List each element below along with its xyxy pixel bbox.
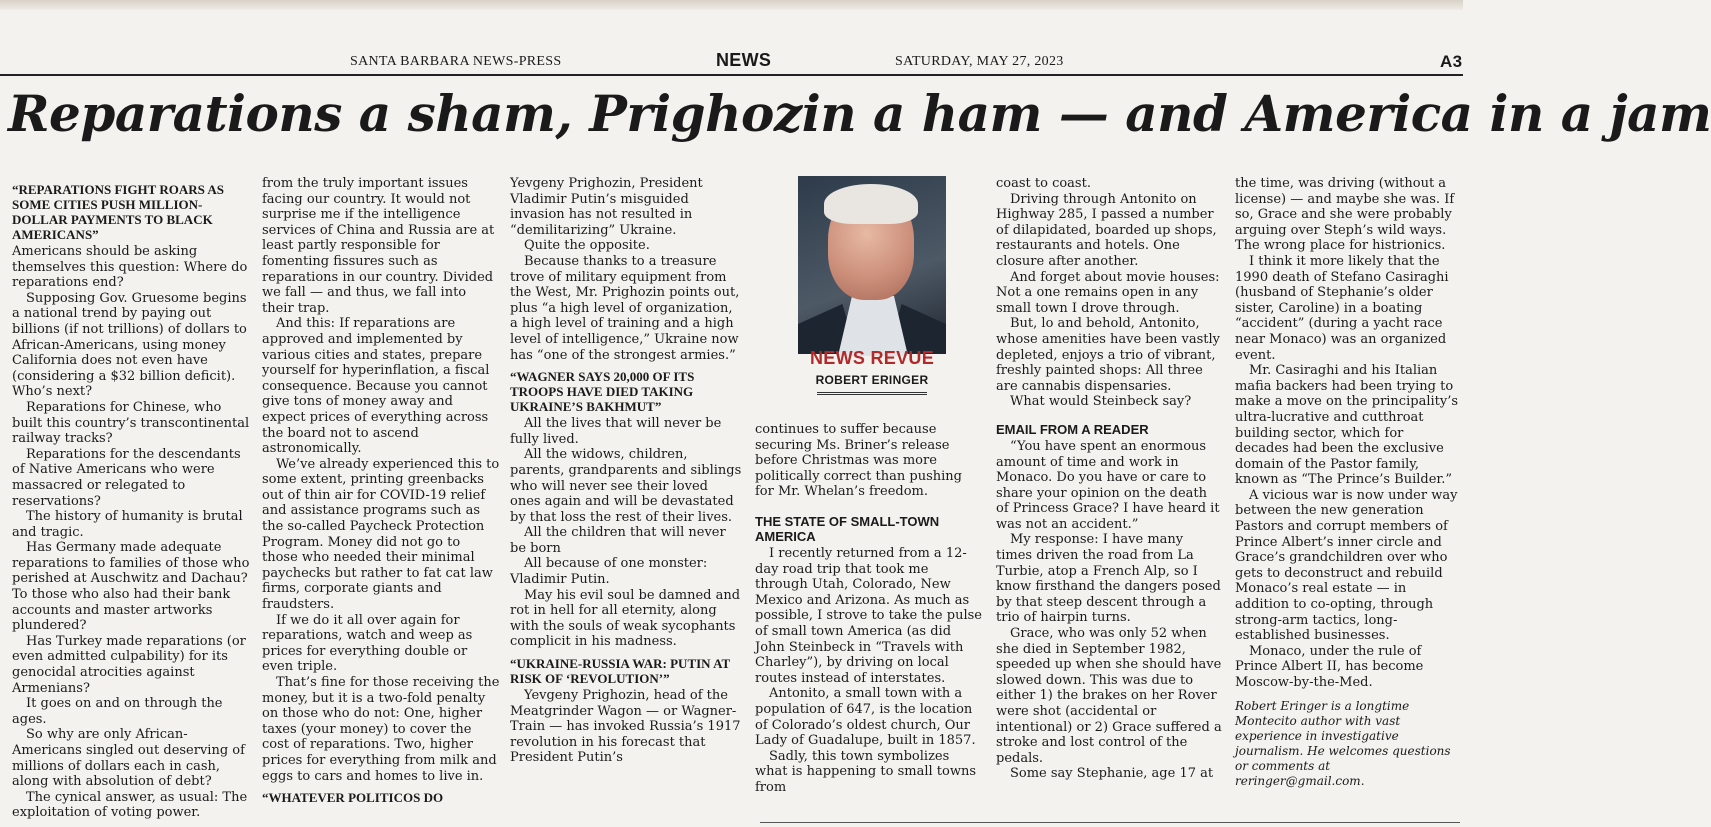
paragraph: And forget about movie houses: Not a one remains open in any small town I drove through. bbox=[996, 269, 1220, 316]
issue-date: SATURDAY, MAY 27, 2023 bbox=[895, 54, 1064, 69]
paragraph: My response: I have many times driven the road from La Turbie, atop a French Alp, so I know firsthand the dangers posed by that steep descent through a trio of hairpin turns. bbox=[996, 532, 1221, 626]
byline-rule bbox=[817, 392, 927, 395]
paragraph: Americans should be asking themselves this question: Where do reparations end? bbox=[12, 244, 248, 291]
column-6 bbox=[1235, 176, 1460, 827]
kicker-small-town: THE STATE OF SMALL-TOWN AMERICA bbox=[755, 513, 940, 544]
folio-rule bbox=[0, 74, 1463, 76]
paragraph: If we do it all over again for reparations, watch and weep as prices for everything double or even triple. bbox=[262, 612, 473, 675]
paragraph: Has Germany made adequate reparations to families of those who perished at Auschwitz and Dachau? To those who also had their bank accounts and master artworks plundered? bbox=[12, 540, 250, 634]
paragraph: Reparations for the descendants of Native Americans who were massacred or relegated to reservations? bbox=[12, 446, 241, 509]
kicker-ukraine-russia: “UKRAINE-RUSSIA WAR: PUTIN AT RISK OF ‘REVOLUTION’” bbox=[510, 656, 730, 687]
paragraph: Yevgeny Prighozin, head of the Meatgrinder Wagon — or Wagner-Train — has invoked Russia’s 1917 revolution in his forecast that President Putin’s bbox=[510, 688, 741, 766]
byline: ROBERT ERINGER bbox=[815, 373, 929, 387]
paragraph: Some say Stephanie, age 17 at bbox=[1010, 766, 1214, 782]
paragraph: But, lo and behold, Antonito, whose amenities have been vastly depleted, enjoys a trio of vibrant, freshly painted shops: All three are cannabis dispensaries. bbox=[996, 316, 1221, 394]
paragraph: I think it more likely that the 1990 death of Stefano Casiraghi (husband of Stephanie’s older sister, Caroline) in a boating “accident” (during a yacht race near Monaco) was an organized event. bbox=[1235, 253, 1449, 363]
page-number: A3 bbox=[1440, 52, 1463, 71]
photo-hair bbox=[824, 184, 918, 224]
column-4 bbox=[755, 422, 983, 827]
kicker-email: EMAIL FROM A READER bbox=[996, 421, 1149, 437]
paragraph: Mr. Casiraghi and his Italian mafia backers had been trying to make a move on the principality’s ultra-lucrative and cutthroat building sector, which for decades had been the exclusive domain of the Pastor family, known as “The Prince’s Builder.” bbox=[1235, 363, 1459, 488]
paragraph: That’s fine for those receiving the money, but it is a two-fold penalty on those who do not: One, higher taxes (your money) to cover the cost of reparations. Two, higher prices for everything from milk and eggs to cars and homes to live in. bbox=[262, 675, 500, 784]
column-3 bbox=[510, 176, 742, 827]
paragraph: coast to coast. bbox=[996, 176, 1091, 191]
paragraph: The history of humanity is brutal and tragic. bbox=[12, 509, 243, 540]
column-tag-block bbox=[798, 348, 946, 395]
paragraph: Reparations for Chinese, who built this country’s transcontinental railway tracks? bbox=[12, 399, 250, 447]
column-2 bbox=[262, 176, 500, 827]
paragraph: We’ve already experienced this to some extent, printing greenbacks out of thin air for COVID-19 relief and assistance programs such as the so-called Paycheck Protection Program. Money did not go to those who needed their minimal paychecks but rather to fat cat law firms, corporate giants and fraudsters. bbox=[262, 456, 500, 613]
paragraph: All the children that will never be born bbox=[510, 525, 726, 556]
paragraph: from the truly important issues facing our country. It would not surprise me if the intelligence services of China and Russia are at least partly responsible for fomenting fissures such as reparations in our country. Divided we fall — and thus, we fall into their trap. bbox=[262, 176, 495, 316]
paragraph: the time, was driving (without a license) — and maybe she was. If so, Grace and she were probably arguing over Steph’s wild ways. The wrong place for histrionics. bbox=[1235, 176, 1455, 254]
paragraph: Grace, who was only 52 when she died in September 1982, speeded up when she should have slowed down. This was due to either 1) the brakes on her Rover were shot (accidental or intentional) or 2) Grace suffered a stroke and lost control of the pedals. bbox=[996, 626, 1222, 766]
column-tag: NEWS REVUE bbox=[809, 348, 935, 368]
kicker-politicos: “WHATEVER POLITICOS DO bbox=[262, 790, 444, 806]
paragraph: Sadly, this town symbolizes what is happening to small towns from bbox=[755, 748, 976, 795]
paragraph: And this: If reparations are approved and implemented by various cities and states, prepare yourself for hyperinflation, a fiscal consequence. Because you cannot give tons of money away and expect prices of everything across the board not to ascend astronomically. bbox=[262, 316, 490, 457]
column-1 bbox=[12, 176, 250, 827]
paragraph: Antonito, a small town with a population of 647, is the location of Colorado’s oldest church, Our Lady of Guadalupe, built in 1857. bbox=[755, 686, 976, 749]
author-photo bbox=[798, 176, 946, 346]
paragraph: Supposing Gov. Gruesome begins a national trend by paying out billions (if not trillions) of dollars to African-Americans, using money California does not even have (considering a $32 billion deficit). Who’s next? bbox=[12, 290, 247, 400]
section-name: NEWS bbox=[716, 50, 772, 70]
paragraph: I recently returned from a 12-day road trip that took me through Utah, Colorado, New Mexico and Arizona. As much as possible, I strove to take the pulse of small town America (as did John Steinbeck in “Travels with Charley”), by driving on local routes instead of interstates. bbox=[755, 545, 982, 686]
bottom-rule bbox=[760, 822, 1460, 823]
paragraph: It goes on and on through the ages. bbox=[12, 696, 223, 727]
photo-shirt bbox=[838, 296, 908, 356]
paragraph: Monaco, under the rule of Prince Albert II, has become Moscow-by-the-Med. bbox=[1235, 643, 1424, 690]
paragraph: A vicious war is now under way between the new generation Pastors and corrupt members of Prince Albert’s inner circle and Grace’s grandchildren over who gets to deconstruct and rebuild Monaco’s real estate — in addition to co-opting, through strong-arm tactics, long-established businesses. bbox=[1235, 487, 1458, 644]
paragraph: All because of one monster: Vladimir Putin. bbox=[510, 556, 708, 588]
paragraph: The cynical answer, as usual: The exploitation of voting power. bbox=[12, 789, 248, 821]
publication-name: SANTA BARBARA NEWS-PRESS bbox=[350, 54, 562, 69]
paragraph: continues to suffer because securing Ms. Briner’s release before Christmas was more politically correct than pushing for Mr. Whelan’s freedom. bbox=[755, 422, 962, 500]
paragraph: Yevgeny Prighozin, President Vladimir Putin’s misguided invasion has not resulted in “demilitarizing” Ukraine. bbox=[510, 176, 703, 238]
kicker-reparations: “REPARATIONS FIGHT ROARS AS SOME CITIES PUSH MILLION-DOLLAR PAYMENTS TO BLACK AMERICANS” bbox=[12, 182, 225, 242]
page-top-edge bbox=[0, 0, 1463, 10]
paragraph: All the widows, children, parents, grandparents and siblings who will never see their loved ones again and will be devastated by that loss the rest of their lives. bbox=[510, 447, 742, 525]
paragraph: Quite the opposite. bbox=[524, 238, 650, 254]
headline: Reparations a sham, Prighozin a ham — and America in a jam bbox=[8, 84, 1711, 143]
paragraph: What would Steinbeck say? bbox=[1010, 394, 1192, 410]
column-5 bbox=[996, 176, 1222, 827]
paragraph: So why are only African-Americans singled out deserving of millions of dollars each in cash, along with absolution of debt? bbox=[12, 727, 245, 790]
author-bio: Robert Eringer is a longtime Montecito author with vast experience in investigative journalism. He welcomes questions or comments at reringer@gmail.com. bbox=[1235, 698, 1451, 788]
paragraph: Driving through Antonito on Highway 285, I passed a number of dilapidated, boarded up shops, restaurants and hotels. One closure after another. bbox=[996, 191, 1217, 269]
paragraph: “You have spent an enormous amount of time and work in Monaco. Do you have or care to share your opinion on the death of Princess Grace? I have heard it was not an accident.” bbox=[996, 438, 1220, 532]
paragraph: May his evil soul be damned and rot in hell for all eternity, along with the souls of weak sycophants complicit in his madness. bbox=[510, 587, 741, 650]
folio-line bbox=[0, 50, 1463, 76]
kicker-wagner: “WAGNER SAYS 20,000 OF ITS TROOPS HAVE DIED TAKING UKRAINE’S BAKHMUT” bbox=[510, 369, 695, 415]
paragraph: All the lives that will never be fully lived. bbox=[510, 416, 722, 447]
paragraph: Because thanks to a treasure trove of military equipment from the West, Mr. Prighozin points out, plus “a high level of organization, a high level of training and a high level of intelligence,” Ukraine now has “one of the strongest armies.” bbox=[510, 253, 740, 363]
paragraph: Has Turkey made reparations (or even admitted culpability) for its genocidal atrocities against Armenians? bbox=[12, 633, 246, 696]
